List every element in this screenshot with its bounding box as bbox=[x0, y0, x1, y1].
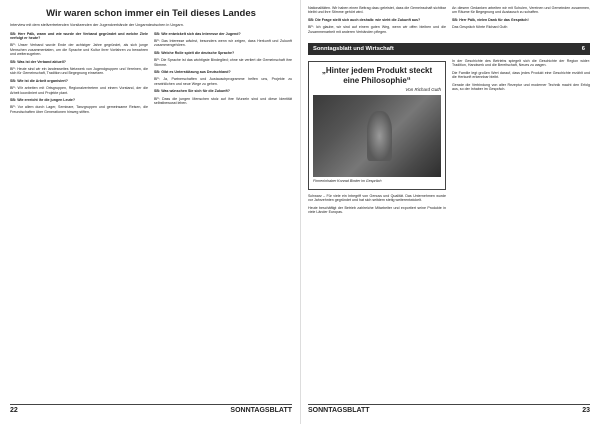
section-banner-label: Sonntagsblatt und Wirtschaft bbox=[313, 46, 394, 53]
page-number-left: 22 bbox=[10, 407, 18, 414]
body-paragraph: BP: Unser Verband wurde Ende der achtziger Jahre gegründet, als sich junge Menschen zusammentaten, um die Sprache und Kultur ihrer Vorfahren zu bewahren und weiterzugeben. bbox=[10, 43, 148, 57]
masthead-right: SONNTAGSBLATT bbox=[308, 407, 370, 414]
feature-title: „Hinter jedem Produkt steckt eine Philosophie“ bbox=[321, 66, 433, 85]
section-banner bbox=[308, 43, 590, 55]
feature-photo bbox=[313, 95, 441, 177]
left-column-1 bbox=[10, 32, 148, 118]
body-paragraph: BP: Das Interesse wächst, besonders wenn wir zeigen, dass Herkunft und Zukunft zusammengehören. bbox=[154, 39, 292, 48]
interview-question: SB: Gibt es Unterstützung aus Deutschland? bbox=[154, 70, 231, 75]
body-paragraph: An diesem Gedanken arbeiten wir mit Schulen, Vereinen und Gemeinden zusammen, um Räume für Begegnung und Austausch zu schaffen. bbox=[452, 6, 590, 15]
left-footer bbox=[10, 404, 292, 414]
body-paragraph: Schwarz – Für viele ein Inbegriff von Genuss und Qualität. Das Unternehmen wurde vor Jahrzehnten gegründet und hat sich seitdem stetig weiterentwickelt. bbox=[308, 194, 446, 203]
right-footer bbox=[308, 404, 590, 414]
interview-question: SB: Wie erreicht ihr die jungen Leute? bbox=[10, 98, 76, 103]
photo-caption: Firmeninhaber Konrad Binder im Gespräch bbox=[313, 179, 382, 184]
right-top-column-2 bbox=[452, 6, 590, 37]
body-paragraph: Nationalitäten. Wir haben einen Beitrag dazu geleistet, dass die Gemeinschaft sichtbar bleibt und ihre Stimme gehört wird. bbox=[308, 6, 446, 15]
left-column-2 bbox=[154, 32, 292, 118]
masthead-left: SONNTAGSBLATT bbox=[230, 407, 292, 414]
left-page bbox=[10, 6, 292, 414]
right-page bbox=[308, 6, 590, 414]
feature-author: Von Richard Guth bbox=[405, 87, 441, 93]
body-paragraph: Das Gespräch führte Richard Guth bbox=[452, 25, 508, 30]
interview-question: SB: Herr Pálk, wann und wie wurde der Verband gegründet und welche Ziele verfolgt er heute? bbox=[10, 31, 148, 40]
body-paragraph: Heute beschäftigt der Betrieb zahlreiche Mitarbeiter und exportiert seine Produkte in viele Länder Europas. bbox=[308, 205, 446, 215]
right-bottom-columns bbox=[308, 59, 590, 218]
body-paragraph: BP: Ja, Partnerschaften und Austauschprogramme helfen uns, Projekte zu verwirklichen und neue Wege zu gehen. bbox=[154, 77, 292, 86]
interview-question: SB: Herr Pálk, vielen Dank für das Gespräch! bbox=[452, 17, 529, 22]
interview-question: SB: Wie ist die Arbeit organisiert? bbox=[10, 78, 68, 83]
page-number-right: 23 bbox=[582, 407, 590, 414]
interview-headline: Wir waren schon immer ein Teil dieses Landes bbox=[46, 8, 256, 19]
body-paragraph: Gerade die Verbindung von alter Rezeptur und moderner Technik macht den Erfolg aus, so der Inhaber im Gespräch. bbox=[452, 82, 590, 92]
interview-question: SB: Wie entwickelt sich das Interesse der Jugend? bbox=[154, 31, 241, 36]
right-bottom-column-1 bbox=[308, 59, 446, 218]
interview-question: SB: Was ist der Verband aktuell? bbox=[10, 59, 66, 64]
interview-question: SB: Welche Rolle spielt die deutsche Sprache? bbox=[154, 50, 235, 55]
body-paragraph: BP: Heute sind wir ein landesweites Netzwerk von Jugendgruppen und Vereinen, die sich für Gemeinschaft, Tradition und Begegnung einsetzen. bbox=[10, 67, 148, 76]
gutter-divider bbox=[300, 0, 301, 424]
body-paragraph: BP: Ich glaube, wir sind auf einem guten Weg, wenn wir offen bleiben und die Zusammenarbeit mit anderen Verbänden pflegen. bbox=[308, 25, 446, 34]
section-banner-number: 6 bbox=[581, 46, 585, 53]
right-bottom-column-2 bbox=[452, 59, 590, 218]
body-paragraph: BP: Die Sprache ist das wichtigste Bindeglied; ohne sie verliert die Gemeinschaft ihre Stimme. bbox=[154, 58, 292, 67]
left-columns bbox=[10, 32, 292, 118]
body-paragraph: In der Geschichte des Betriebs spiegelt sich die Geschichte der Region wider: Tradition, Handwerk und die Bereitschaft, Neues zu wagen. bbox=[452, 59, 590, 68]
interview-question: SB: Die Frage stellt sich auch deshalb: wie sieht die Zukunft aus? bbox=[308, 17, 421, 22]
interview-question: SB: Was wünschen Sie sich für die Zukunft? bbox=[154, 89, 230, 94]
interview-lead: Interview mit dem stellvertretenden Vorsitzenden der Jugendverbände der Ungarndeutschen in Ungarn. bbox=[10, 23, 184, 27]
right-top-column-1 bbox=[308, 6, 446, 37]
body-paragraph: BP: Dass die jungen Menschen stolz auf ihre Wurzeln sind und diese Identität selbstbewusst leben. bbox=[154, 96, 292, 106]
feature-box bbox=[308, 61, 446, 190]
right-top-columns bbox=[308, 6, 590, 37]
body-paragraph: BP: Wir arbeiten mit Ortsgruppen, Regionalvertretern und einem Vorstand, der die Arbeit koordiniert und Projekte plant. bbox=[10, 86, 148, 95]
body-paragraph: Die Familie legt großen Wert darauf, dass jedes Produkt eine Geschichte erzählt und die Herkunft erkennbar bleibt. bbox=[452, 70, 590, 80]
right-bottom-column-1-text bbox=[308, 194, 446, 215]
body-paragraph: BP: Vor allem durch Lager, Seminare, Tanzgruppen und gemeinsame Reisen, die Freundschaften über Generationen hinweg stiften. bbox=[10, 105, 148, 114]
